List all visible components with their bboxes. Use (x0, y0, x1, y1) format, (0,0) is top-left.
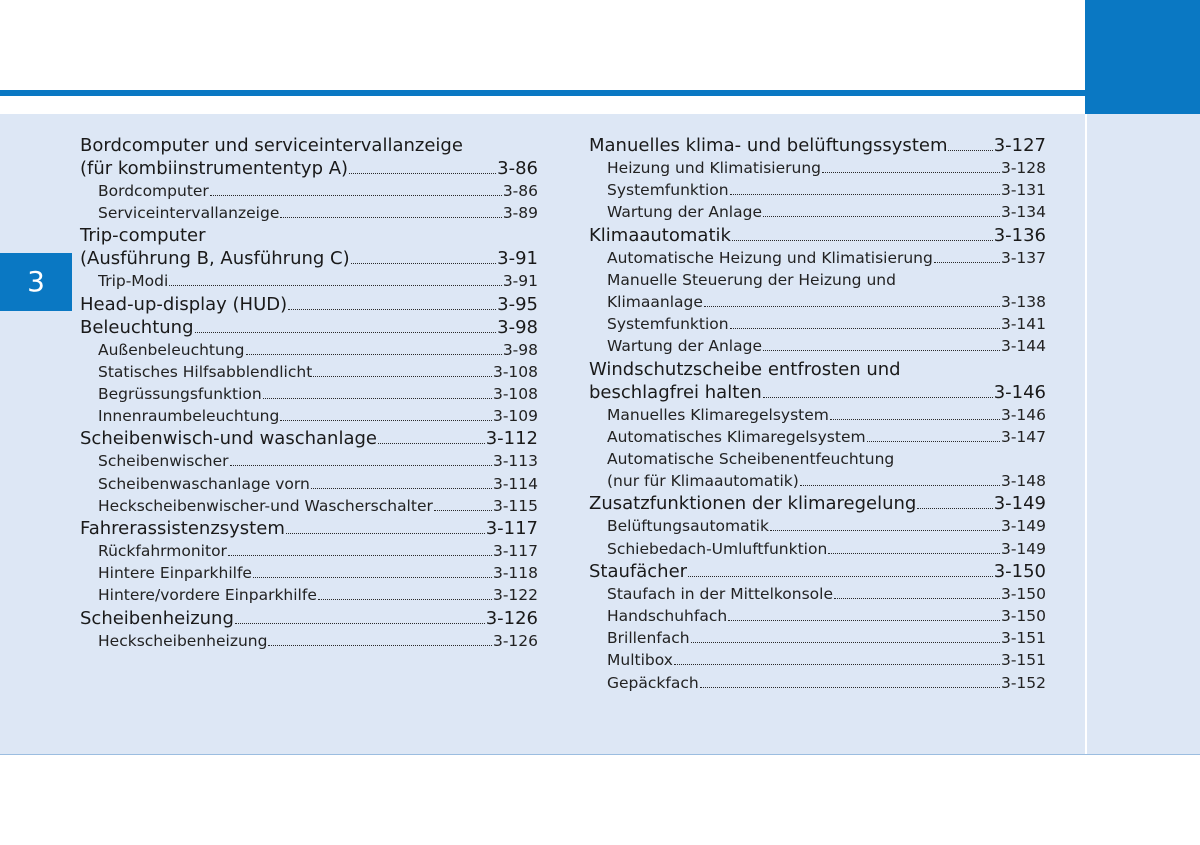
toc-entry-title: Statisches Hilfsabblendlicht (98, 362, 313, 381)
toc-entry-sub[interactable] (589, 313, 1046, 335)
dot-leader (732, 227, 993, 241)
toc-page-number: 3-146 (1000, 405, 1046, 424)
toc-entry-title: Automatische Heizung und Klimatisierung (607, 248, 933, 267)
toc-entry-main[interactable] (80, 517, 538, 540)
dot-leader (828, 542, 1000, 554)
dot-leader (867, 430, 1000, 442)
dot-leader (311, 477, 492, 489)
dot-leader (169, 275, 502, 287)
toc-entry-title: Manuelles klima- und belüftungssystem (589, 135, 948, 156)
toc-entry-sub[interactable] (589, 157, 1046, 179)
dot-leader (730, 183, 1000, 195)
toc-entry-title: Zusatzfunktionen der klimaregelung (589, 493, 917, 515)
toc-entry-title: Multibox (607, 651, 673, 670)
toc-entry-title: Klimaautomatik (589, 224, 731, 246)
dot-leader (728, 609, 1000, 621)
dot-leader (246, 343, 502, 355)
dot-leader (253, 566, 492, 578)
dot-leader (280, 206, 501, 218)
toc-entry-main[interactable] (589, 134, 1046, 157)
toc-entry-title: Staufach in der Mittelkonsole (607, 584, 834, 603)
dot-leader (704, 295, 1000, 307)
toc-entry-title: Serviceintervallanzeige (98, 204, 280, 223)
side-panel (1087, 114, 1200, 754)
toc-page-number: 3-117 (492, 542, 538, 561)
toc-page-number: 3-150 (1000, 607, 1046, 626)
toc-page-number: 3-115 (492, 496, 538, 515)
toc-entry-title: Manuelle Steuerung der Heizung und (607, 270, 896, 289)
toc-page-number: 3-86 (497, 158, 538, 179)
toc-entry-title: Beleuchtung (80, 316, 194, 338)
dot-leader (800, 474, 1000, 486)
toc-entry-sub[interactable] (80, 270, 538, 292)
dot-leader (263, 387, 492, 399)
dot-leader (917, 496, 992, 510)
toc-entry-sub[interactable] (589, 335, 1046, 357)
dot-leader (730, 317, 1000, 329)
toc-page-number: 3-126 (492, 631, 538, 650)
dot-leader (228, 544, 492, 556)
toc-right-column (589, 134, 1046, 694)
toc-entry-title: Innenraumbeleuchtung (98, 407, 280, 426)
toc-page-number: 3-95 (497, 293, 538, 315)
toc-entry-sub[interactable] (589, 404, 1046, 426)
dot-leader (288, 296, 496, 310)
dot-leader (948, 137, 992, 151)
chapter-number: 3 (27, 265, 45, 298)
toc-entry-title: Hintere/vordere Einparkhilfe (98, 586, 317, 605)
dot-leader (434, 499, 492, 511)
dot-leader (378, 431, 485, 445)
dot-leader (351, 251, 497, 265)
toc-page-number: 3-150 (1000, 584, 1046, 603)
toc-entry-title: Automatisches Klimaregelsystem (607, 427, 866, 446)
toc-entry-sub[interactable] (589, 247, 1046, 269)
toc-entry-title: Klimaanlage (607, 293, 703, 312)
toc-entry-main[interactable] (589, 560, 1046, 583)
toc-page-number: 3-138 (1000, 293, 1046, 312)
toc-entry-title: Windschutzscheibe entfrosten und (589, 358, 901, 380)
toc-entry-title: Außenbeleuchtung (98, 340, 245, 359)
toc-page-number: 3-149 (1000, 517, 1046, 536)
toc-entry-title: Scheibenwisch-und waschanlage (80, 428, 377, 450)
toc-entry-main[interactable] (80, 427, 538, 450)
toc-entry-sub[interactable] (589, 201, 1046, 223)
dot-leader (195, 319, 497, 333)
toc-entry-title: (nur für Klimaautomatik) (607, 472, 799, 491)
toc-page-number: 3-117 (485, 518, 538, 540)
dot-leader (770, 520, 1000, 532)
chapter-tab (0, 253, 72, 311)
toc-entry-title: Scheibenwischer (98, 452, 229, 471)
toc-entry-title: beschlagfrei halten (589, 381, 762, 403)
dot-leader (286, 520, 485, 534)
toc-page-number: 3-151 (1000, 651, 1046, 670)
header-rule (0, 90, 1085, 96)
toc-page-number: 3-114 (492, 474, 538, 493)
toc-entry-title: Scheibenwaschanlage vorn (98, 474, 310, 493)
toc-entry-title: Wartung der Anlage (607, 337, 762, 356)
toc-entry-title: Fahrerassistenzsystem (80, 518, 285, 540)
dot-leader (313, 365, 492, 377)
toc-entry-title: Handschuhfach (607, 607, 728, 626)
toc-entry-title: (für kombiinstrumententyp A) (80, 158, 349, 179)
toc-entry-sub[interactable] (80, 180, 538, 202)
toc-page-number: 3-149 (993, 493, 1046, 515)
toc-page-number: 3-148 (1000, 472, 1046, 491)
toc-page-number: 3-150 (993, 560, 1046, 582)
dot-leader (700, 676, 1000, 688)
toc-entry-title: Head-up-display (HUD) (80, 293, 288, 315)
toc-entry-sub[interactable] (80, 405, 538, 427)
toc-entry-title: Staufächer (589, 560, 688, 582)
toc-entry-title: Trip-computer (80, 225, 206, 247)
toc-entry-title: Heckscheibenheizung (98, 631, 268, 650)
toc-entry-sub[interactable] (80, 361, 538, 383)
dot-leader (268, 634, 492, 646)
toc-page-number: 3-134 (1000, 203, 1046, 222)
toc-page-number: 3-131 (1000, 181, 1046, 200)
toc-entry-title: Bordcomputer und serviceintervallanzeige (80, 135, 463, 156)
toc-entry-sub[interactable] (80, 383, 538, 405)
toc-page-number: 3-98 (502, 340, 538, 359)
toc-page-number: 3-127 (993, 135, 1046, 156)
dot-leader (318, 589, 492, 601)
toc-entry-title: Manuelles Klimaregelsystem (607, 405, 829, 424)
toc-page-number: 3-152 (1000, 673, 1046, 692)
dot-leader (763, 384, 993, 398)
toc-page-number: 3-109 (492, 407, 538, 426)
toc-page-number: 3-89 (502, 204, 538, 223)
toc-entry-sub[interactable] (589, 538, 1046, 560)
toc-page-number: 3-126 (485, 607, 538, 629)
toc-entry-main[interactable] (80, 607, 538, 630)
toc-entry-title: Bordcomputer (98, 182, 209, 200)
toc-entry-sub[interactable] (80, 584, 538, 606)
toc-page-number: 3-137 (1000, 248, 1046, 267)
toc-entry-title: Automatische Scheibenentfeuchtung (607, 450, 895, 469)
toc-entry-sub[interactable] (80, 630, 538, 652)
toc-entry-main[interactable] (80, 134, 538, 180)
corner-block (1085, 0, 1200, 114)
toc-entry-sub[interactable] (589, 179, 1046, 201)
toc-left-column (80, 134, 538, 652)
toc-page-number: 3-147 (1000, 427, 1046, 446)
toc-entry-title: Heizung und Klimatisierung (607, 159, 821, 177)
toc-entry-sub[interactable] (589, 583, 1046, 605)
footer-rule (0, 754, 1200, 755)
toc-entry-sub[interactable] (80, 450, 538, 472)
dot-leader (349, 160, 496, 174)
toc-entry-sub[interactable] (589, 672, 1046, 694)
toc-entry-sub[interactable] (589, 515, 1046, 537)
dot-leader (934, 251, 1000, 263)
toc-entry-title: Rückfahrmonitor (98, 542, 227, 561)
toc-page-number: 3-141 (1000, 315, 1046, 334)
toc-entry-sub[interactable] (589, 426, 1046, 448)
dot-leader (210, 184, 502, 196)
dot-leader (691, 631, 1000, 643)
toc-page-number: 3-136 (993, 224, 1046, 246)
toc-entry-title: Wartung der Anlage (607, 203, 762, 222)
toc-page-number: 3-91 (502, 272, 538, 291)
dot-leader (763, 340, 1000, 352)
toc-entry-main[interactable] (80, 293, 538, 316)
toc-entry-title: Systemfunktion (607, 181, 729, 200)
toc-entry-sub[interactable] (589, 448, 1046, 492)
toc-entry-title: Hintere Einparkhilfe (98, 564, 252, 583)
toc-entry-sub[interactable] (589, 269, 1046, 313)
toc-entry-sub[interactable] (80, 202, 538, 224)
dot-leader (235, 610, 485, 624)
dot-leader (230, 455, 492, 467)
toc-entry-title: Trip-Modi (98, 272, 169, 291)
toc-entry-main[interactable] (80, 316, 538, 339)
toc-entry-sub[interactable] (80, 495, 538, 517)
toc-entry-title: Systemfunktion (607, 315, 729, 334)
toc-entry-main[interactable] (589, 224, 1046, 247)
dot-leader (834, 587, 1000, 599)
toc-entry-sub[interactable] (589, 605, 1046, 627)
toc-page-number: 3-108 (492, 385, 538, 404)
toc-entry-main[interactable] (589, 492, 1046, 515)
toc-entry-sub[interactable] (80, 540, 538, 562)
dot-leader (830, 408, 1000, 420)
toc-page-number: 3-91 (497, 248, 538, 270)
toc-page-number: 3-112 (485, 428, 538, 450)
toc-page-number: 3-113 (492, 452, 538, 471)
toc-entry-sub[interactable] (589, 649, 1046, 671)
dot-leader (280, 409, 492, 421)
toc-page-number: 3-118 (492, 564, 538, 583)
toc-entry-sub[interactable] (80, 562, 538, 584)
toc-page-number: 3-108 (492, 362, 538, 381)
toc-entry-sub[interactable] (589, 627, 1046, 649)
toc-entry-title: Brillenfach (607, 629, 690, 648)
toc-entry-title: Gepäckfach (607, 673, 699, 692)
toc-entry-main[interactable] (589, 358, 1046, 404)
dot-leader (763, 206, 1000, 218)
toc-entry-title: Scheibenheizung (80, 607, 234, 629)
toc-page-number: 3-98 (497, 316, 538, 338)
toc-entry-title: Begrüssungsfunktion (98, 385, 262, 404)
dot-leader (674, 654, 1000, 666)
dot-leader (822, 161, 1000, 173)
toc-page-number: 3-128 (1000, 159, 1046, 177)
dot-leader (688, 563, 993, 577)
toc-entry-sub[interactable] (80, 473, 538, 495)
toc-entry-main[interactable] (80, 224, 538, 270)
toc-page-number: 3-146 (993, 381, 1046, 403)
toc-page-number: 3-151 (1000, 629, 1046, 648)
toc-entry-title: Heckscheibenwischer-und Wascherschalter (98, 496, 433, 515)
toc-entry-title: Schiebedach-Umluftfunktion (607, 539, 828, 558)
toc-page-number: 3-149 (1000, 539, 1046, 558)
toc-page-number: 3-144 (1000, 337, 1046, 356)
toc-page-number: 3-122 (492, 586, 538, 605)
toc-page-number: 3-86 (502, 182, 538, 200)
toc-entry-sub[interactable] (80, 339, 538, 361)
toc-entry-title: Belüftungsautomatik (607, 517, 769, 536)
toc-entry-title: (Ausführung B, Ausführung C) (80, 248, 350, 270)
